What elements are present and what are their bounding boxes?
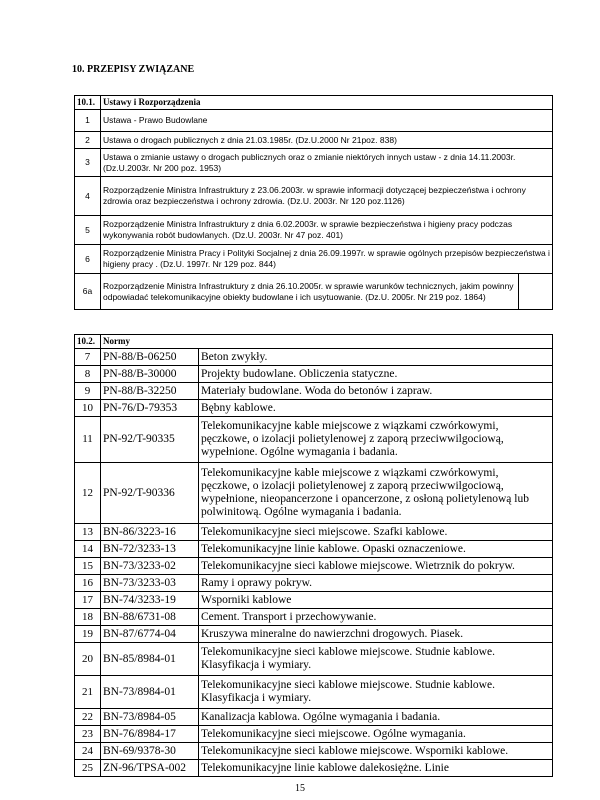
norm-code: BN-88/6731-08 <box>101 609 199 626</box>
norm-row <box>75 463 553 524</box>
act-text: Rozporządzenie Ministra Infrastruktury z dnia 6.02.2003r. w sprawie bezpieczeństwa i higieny pracy podczas wykonywania robót budowlanych. (Dz.U. 2003r. Nr 47 poz. 401) <box>101 216 553 245</box>
act-text: Rozporządzenie Ministra Pracy i Polityki Socjalnej z dnia 26.09.1997r. w sprawie ogólnych przepisów bezpieczeństwa i higieny pracy . (Dz.U. 1997r. Nr 129 poz. 844) <box>101 245 553 274</box>
norm-row <box>75 417 553 463</box>
norm-code: BN-73/3233-03 <box>101 575 199 592</box>
norm-description: Kruszywa mineralne do nawierzchni drogowych. Piasek. <box>199 626 553 643</box>
section-label: Normy <box>101 335 553 349</box>
act-row <box>75 274 553 310</box>
norm-description: Telekomunikacyjne linie kablowe dalekosiężne. Linie <box>199 760 553 777</box>
row-number: 13 <box>75 524 101 541</box>
norm-description: Bębny kablowe. <box>199 400 553 417</box>
norm-code: BN-73/8984-01 <box>101 676 199 709</box>
row-number: 10 <box>75 400 101 417</box>
norm-code: BN-85/8984-01 <box>101 643 199 676</box>
page-number: 15 <box>295 783 305 794</box>
norm-row <box>75 760 553 777</box>
act-text: Rozporządzenie Ministra Infrastruktury z dnia 26.10.2005r. w sprawie warunków technicznych, jakim powinny odpowiadać telekomunikacyjne obiekty budowlane i ich usytuowanie. (Dz.U. 2005r. Nr 219 poz. 1864) <box>101 274 553 310</box>
norm-description: Telekomunikacyjne sieci kablowe miejscowe. Wsporniki kablowe. <box>199 743 553 760</box>
row-number: 12 <box>75 463 101 524</box>
row-number: 3 <box>75 149 101 177</box>
act-row <box>75 216 553 245</box>
row-number: 2 <box>75 132 101 149</box>
norm-description: Telekomunikacyjne kable miejscowe z wiązkami czwórkowymi, pęczkowe, o izolacji polietylenowej z zaporą przeciwwilgociową, wypełnione, nieopancerzone i opancerzone, z osłoną polietylenową lub polwinitową. Ogólne wymagania i badania. <box>199 463 553 524</box>
row-number: 22 <box>75 709 101 726</box>
norm-code: PN-88/B-06250 <box>101 349 199 366</box>
norms-table <box>74 334 553 777</box>
section-number: 10.2. <box>75 335 101 349</box>
norm-row <box>75 524 553 541</box>
norm-row <box>75 643 553 676</box>
norm-description: Kanalizacja kablowa. Ogólne wymagania i badania. <box>199 709 553 726</box>
section-header-row <box>75 335 553 349</box>
act-text: Rozporządzenie Ministra Infrastruktury z 23.06.2003r. w sprawie informacji dotyczącej bezpieczeństwa i ochrony zdrowia oraz bezpieczeństwa i ochrony zdrowia. (Dz.U. 2003r. Nr 120 poz.1126) <box>101 177 553 216</box>
row-number: 4 <box>75 177 101 216</box>
section-header-row <box>75 96 553 110</box>
row-number: 19 <box>75 626 101 643</box>
norm-description: Telekomunikacyjne sieci kablowe miejscowe. Studnie kablowe. Klasyfikacja i wymiary. <box>199 676 553 709</box>
norm-description: Telekomunikacyjne sieci miejscowe. Szafki kablowe. <box>199 524 553 541</box>
norm-description: Wsporniki kablowe <box>199 592 553 609</box>
row-number: 15 <box>75 558 101 575</box>
norm-code: PN-92/T-90335 <box>101 417 199 463</box>
act-text: Ustawa o zmianie ustawy o drogach publicznych oraz o zmianie niektórych innych ustaw - z dnia 14.11.2003r. (Dz.U.2003r. Nr 200 poz. 1953) <box>101 149 553 177</box>
row-number: 14 <box>75 541 101 558</box>
row-number: 6a <box>75 274 101 310</box>
norm-row <box>75 743 553 760</box>
row-number: 9 <box>75 383 101 400</box>
norm-row <box>75 575 553 592</box>
norm-description: Telekomunikacyjne sieci kablowe miejscowe. Studnie kablowe. Klasyfikacja i wymiary. <box>199 643 553 676</box>
row-number: 25 <box>75 760 101 777</box>
act-row <box>75 132 553 149</box>
norm-description: Telekomunikacyjne linie kablowe. Opaski oznaczeniowe. <box>199 541 553 558</box>
norm-code: BN-76/8984-17 <box>101 726 199 743</box>
norm-code: BN-87/6774-04 <box>101 626 199 643</box>
norm-code: BN-86/3223-16 <box>101 524 199 541</box>
norm-row <box>75 541 553 558</box>
act-text: Ustawa - Prawo Budowlane <box>101 110 553 132</box>
norm-description: Telekomunikacyjne kable miejscowe z wiązkami czwórkowymi, pęczkowe, o izolacji polietylenowej z zaporą przeciwwilgociową, wypełnione. Ogólne wymagania i badania. <box>199 417 553 463</box>
norm-code: PN-88/B-32250 <box>101 383 199 400</box>
norm-description: Ramy i oprawy pokryw. <box>199 575 553 592</box>
norm-code: BN-69/9378-30 <box>101 743 199 760</box>
row-number: 5 <box>75 216 101 245</box>
row-number: 17 <box>75 592 101 609</box>
row-number: 11 <box>75 417 101 463</box>
act-row <box>75 245 553 274</box>
row-number: 20 <box>75 643 101 676</box>
norm-row <box>75 400 553 417</box>
row-number: 7 <box>75 349 101 366</box>
norm-code: BN-73/3233-02 <box>101 558 199 575</box>
norm-code: BN-73/8984-05 <box>101 709 199 726</box>
section-title: 10. PRZEPISY ZWIĄZANE <box>72 64 195 75</box>
row-number: 16 <box>75 575 101 592</box>
norm-row <box>75 349 553 366</box>
row-number: 24 <box>75 743 101 760</box>
norm-row <box>75 726 553 743</box>
norm-row <box>75 558 553 575</box>
section-label: Ustawy i Rozporządzenia <box>101 96 553 110</box>
row-number: 1 <box>75 110 101 132</box>
norm-row <box>75 626 553 643</box>
section-number: 10.1. <box>75 96 101 110</box>
norm-description: Cement. Transport i przechowywanie. <box>199 609 553 626</box>
norm-code: BN-74/3233-19 <box>101 592 199 609</box>
row-number: 6 <box>75 245 101 274</box>
act-row <box>75 177 553 216</box>
act-row <box>75 110 553 132</box>
norm-row <box>75 676 553 709</box>
norm-row <box>75 592 553 609</box>
norm-row <box>75 609 553 626</box>
norm-description: Telekomunikacyjne sieci miejscowe. Ogólne wymagania. <box>199 726 553 743</box>
norm-row <box>75 709 553 726</box>
norm-code: ZN-96/TPSA-002 <box>101 760 199 777</box>
act-text: Ustawa o drogach publicznych z dnia 21.03.1985r. (Dz.U.2000 Nr 21poz. 838) <box>101 132 553 149</box>
norm-code: PN-92/T-90336 <box>101 463 199 524</box>
norm-description: Telekomunikacyjne sieci kablowe miejscowe. Wietrznik do pokryw. <box>199 558 553 575</box>
norm-code: BN-72/3233-13 <box>101 541 199 558</box>
norm-description: Projekty budowlane. Obliczenia statyczne. <box>199 366 553 383</box>
row-number: 21 <box>75 676 101 709</box>
norm-code: PN-76/D-79353 <box>101 400 199 417</box>
acts-table <box>74 95 553 310</box>
row-number: 18 <box>75 609 101 626</box>
row-number: 8 <box>75 366 101 383</box>
norm-description: Beton zwykły. <box>199 349 553 366</box>
norm-row <box>75 383 553 400</box>
norm-code: PN-88/B-30000 <box>101 366 199 383</box>
row-number: 23 <box>75 726 101 743</box>
act-row <box>75 149 553 177</box>
norm-row <box>75 366 553 383</box>
norm-description: Materiały budowlane. Woda do betonów i zapraw. <box>199 383 553 400</box>
